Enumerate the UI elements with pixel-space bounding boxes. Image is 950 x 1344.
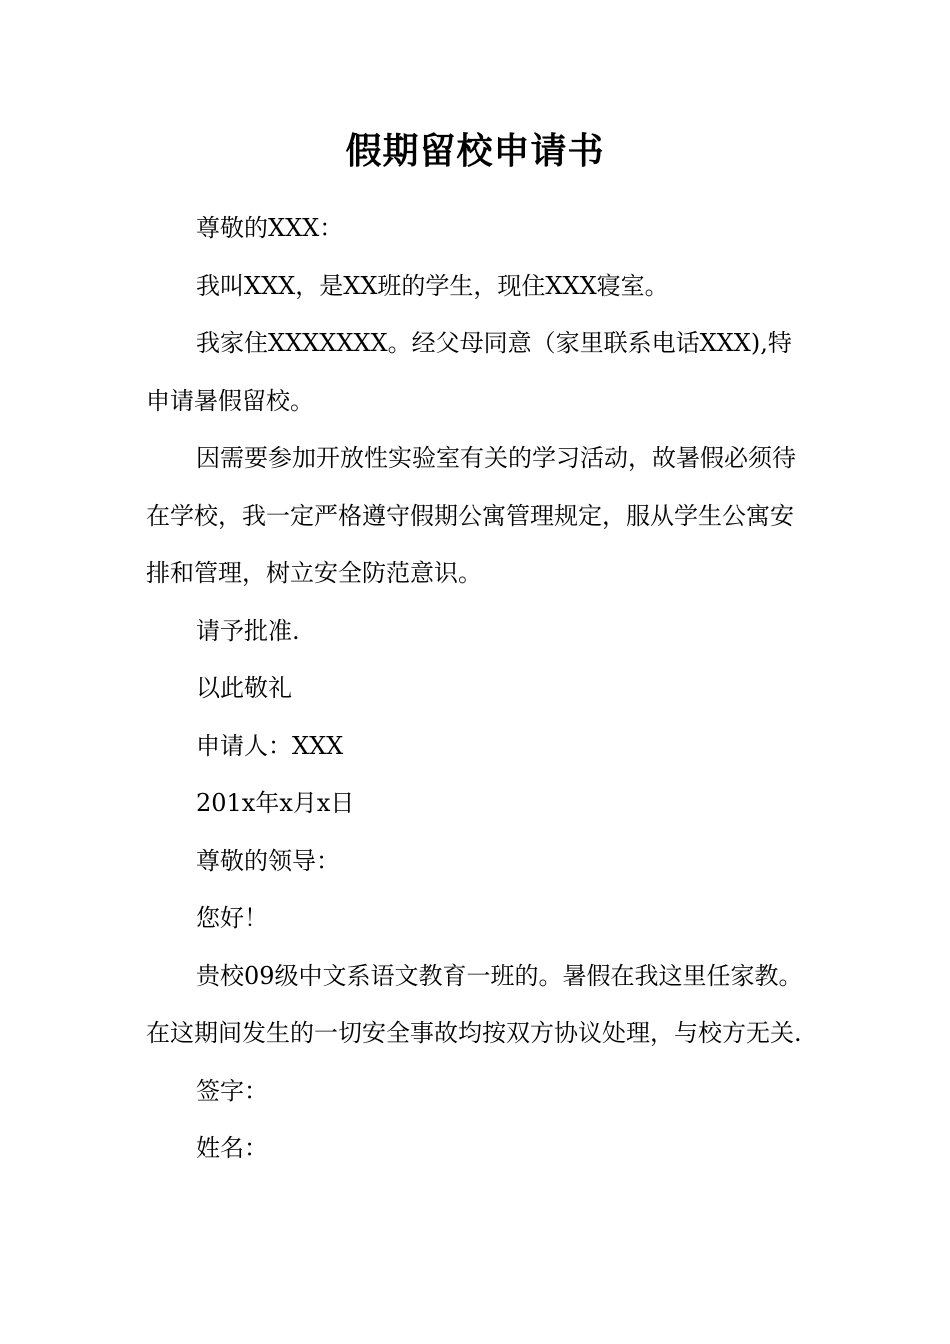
- paragraph-request: 请予批准.: [196, 616, 300, 645]
- greeting: 您好！: [196, 904, 268, 932]
- date-line: 201x年x月x日: [196, 789, 355, 817]
- paragraph-reason: 因需要参加开放性实验室有关的学习活动，故暑假必须待在学校，我一定严格遵守假期公寓管理规定，服从学生公寓安排和管理，树立安全防范意识。: [146, 444, 796, 587]
- paragraph-statement: 贵校09级中文系语文教育一班的。暑假在我这里任家教。在这期间发生的一切安全事故均按双方协议处理，与校方无关.: [146, 961, 803, 1047]
- signature-line: 签字：: [196, 1076, 268, 1105]
- salutation-second: 尊敬的领导：: [196, 846, 340, 875]
- applicant-line: 申请人：XXX: [196, 731, 344, 760]
- paragraph-home: 我家住XXXXXXX。经父母同意（家里联系电话XXX),特申请暑假留校。: [146, 329, 792, 415]
- document-title: 假期留校申请书: [345, 131, 605, 172]
- document-body: [146, 200, 806, 1178]
- paragraph-intro: 我叫XXX，是XX班的学生，现住XXX寝室。: [196, 271, 669, 300]
- name-line: 姓名：: [196, 1134, 268, 1162]
- salutation: 尊敬的XXX：: [196, 214, 344, 242]
- closing-salute: 以此敬礼: [196, 674, 292, 702]
